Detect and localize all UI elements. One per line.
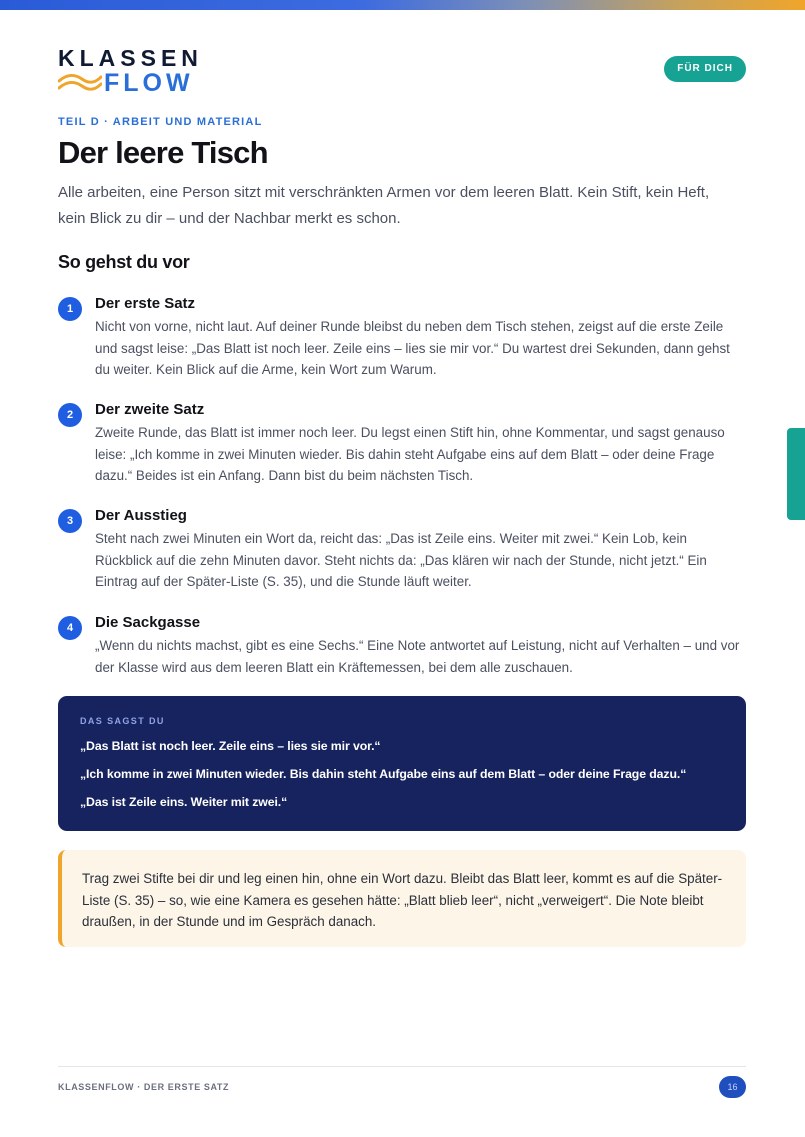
script-callout bbox=[58, 696, 746, 831]
section-heading: So gehst du vor bbox=[58, 252, 190, 272]
step-title: Der zweite Satz bbox=[95, 401, 205, 418]
top-gradient-bar bbox=[0, 0, 805, 10]
tip-callout bbox=[58, 850, 746, 947]
footer-divider bbox=[58, 1066, 746, 1067]
step-body: Steht nach zwei Minuten ein Wort da, reicht das: „Das ist Zeile eins. Weiter mit zwei.“ Kein Lob, kein Rückblick auf die zehn Minuten davor. Steht nichts da: „Das klären wir nach der Stunde, nicht jetzt.“ Ein Eintrag auf der Später-Liste (S. 35), und die Stunde läuft weiter. bbox=[95, 531, 707, 589]
step-body: Nicht von vorne, nicht laut. Auf deiner Runde bleibst du neben dem Tisch stehen, zeigst auf die erste Zeile und sagst leise: „Das Blatt ist noch leer. Zeile eins – lies sie mir vor.“ Du wartest drei Sekunden, dann gehst du weiter. Kein Blick auf die Arme, kein Wort zum Warum. bbox=[95, 319, 730, 377]
logo-wordmark-top: KLASSEN bbox=[58, 45, 203, 71]
step-number-badge: 3 bbox=[58, 509, 82, 533]
page-title: Der leere Tisch bbox=[58, 135, 268, 170]
logo-wordmark-bottom: FLOW bbox=[104, 69, 194, 97]
lead-paragraph: Alle arbeiten, eine Person sitzt mit verschränkten Armen vor dem leeren Blatt. Kein Stift, kein Heft, kein Blick zu dir – und der Nachbar merkt es schon. bbox=[58, 184, 710, 227]
script-line: „Das ist Zeile eins. Weiter mit zwei.“ bbox=[80, 795, 288, 809]
waves-icon bbox=[58, 72, 102, 94]
step-number-badge: 1 bbox=[58, 297, 82, 321]
step-body: „Wenn du nichts machst, gibt es eine Sechs.“ Eine Note antwortet auf Leistung, nicht auf Verhalten – und vor der Klasse wird aus dem leeren Blatt ein Kräftemessen, bei dem alle zuschauen. bbox=[95, 638, 740, 675]
audience-badge: FÜR DICH bbox=[664, 56, 746, 82]
section-eyebrow: TEIL D · ARBEIT UND MATERIAL bbox=[58, 116, 263, 128]
step-title: Die Sackgasse bbox=[95, 614, 201, 631]
side-tab-marker bbox=[787, 428, 805, 520]
step-body: Zweite Runde, das Blatt ist immer noch leer. Du legst einen Stift hin, ohne Kommentar, und sagst genauso leise: „Ich komme in zwei Minuten wieder. Bis dahin steht Aufgabe eins auf dem Blatt – oder deine Frage dazu.“ Beides ist ein Anfang. Dann bist du beim nächsten Tisch. bbox=[95, 425, 725, 483]
step-title: Der Ausstieg bbox=[95, 507, 187, 524]
step-number-badge: 2 bbox=[58, 403, 82, 427]
script-line: „Das Blatt ist noch leer. Zeile eins – lies sie mir vor.“ bbox=[80, 739, 381, 753]
step-number-badge: 4 bbox=[58, 616, 82, 640]
callout-label: DAS SAGST DU bbox=[80, 716, 165, 726]
page-number: 16 bbox=[719, 1076, 746, 1098]
tip-text: Trag zwei Stifte bei dir und leg einen hin, ohne ein Wort dazu. Bleibt das Blatt leer, kommt es auf die Später-Liste (S. 35) – so, wie eine Kamera es gesehen hätte: „Blatt blieb leer“, nicht „verweigert“. Die Note bleibt draußen, in der Stunde und im Gespräch danach. bbox=[82, 871, 723, 929]
footer-running-title: KLASSENFLOW · DER ERSTE SATZ bbox=[58, 1082, 230, 1092]
step-title: Der erste Satz bbox=[95, 295, 196, 312]
script-line: „Ich komme in zwei Minuten wieder. Bis dahin steht Aufgabe eins auf dem Blatt – oder deine Frage dazu.“ bbox=[80, 767, 687, 781]
logo bbox=[58, 46, 203, 96]
